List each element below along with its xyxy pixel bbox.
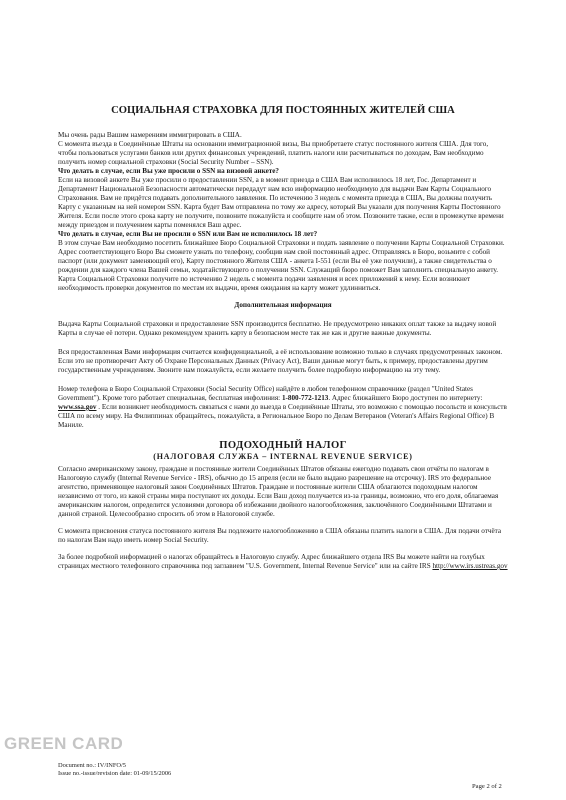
free-service-paragraph: Выдача Карты Социальной страховки и предоставление SSN производится бесплатно. Не предусмотрено никаких оплат также за выдачу новой Карты в случае её потери. Однако рекомендуем хранить карту в безопасном месте так же как и другие важные документы. <box>58 320 497 337</box>
answer-1: Если на визовой анкете Вы уже просили о предоставлении SSN, а в момент приезда в США Вам исполнилось 18 лет, Гос. Департамент и Департамент Национальной Безопасности автоматически передадут нам всю информацию необходимую для выдачи Вам Карты Социального Страхования. Вам не придётся подавать дополнительного заявления. По истечению 3 недель с момента приезда в США, Вы должны получить Карту с указанным на ней номером SSN. Карта будет Вам отправлена по тому же адресу, который Вы указали для получения Карты Постоянного Жителя. Если после этого срока карту не получите, позвоните пожалуйста и сообщите нам об этом. Позвоните также, если в промежутке времени между приездом и получением карты поменялся Ваш адрес. <box>58 176 504 229</box>
phone-paragraph-mid: . Адрес ближайшего Бюро доступен по интернету: <box>328 394 483 402</box>
phone-paragraph-end: . Если возникнет необходимость связаться с нами до выезда в Соединённые Штаты, это возможно с помощью посольств и консульств США по всему миру. На Филиппинах обращайтесь, пожалуйста, в Региональное Бюро по Делам Ветеранов (Veteran's Affairs Regional Office) В Маниле. <box>58 403 507 429</box>
question-2: Что делать в случае, если Вы не просили о SSN или Вам не исполнилось 18 лет? <box>58 230 318 238</box>
phone-paragraph-intro: Номер телефона в Бюро Социальной Страховки (Social Security Office) найдёте в любом телефонном справочнике (раздел "United States Government"). Кроме того работает специальная, бесплатная инфолиния: <box>58 385 473 402</box>
intro-paragraph-1: Мы очень рады Вашим намерениям иммигрировать в США. <box>58 131 242 139</box>
phone-paragraph <box>58 385 508 430</box>
answer-2: В этом случае Вам необходимо посетить ближайшее Бюро Социальной Страховки и подать заявление о получении Карты Социальной Страховки. Адрес соответствующего Бюро Вы сможете узнать по телефону, сообщив нам свой постоянный адрес. Отправляясь в Бюро, возьмите с собой паспорт (или документ заменяющий его), Карту постоянного Жителя США - анкета I-551 (если Вы её уже получили), а также свидетельства о рождении для каждого члена Вашей семьи, ходатайствующего о получении SSN. Служащий бюро поможет Вам заполнить специальную анкету. Карта Социальной Страховки получите по истечению 2 недель с момента подачи заявления и всех приложений к нему. Если возникнет необходимость проверки документов по местам их выдачи, время ожидания на карту может удлинниться. <box>58 239 505 292</box>
question-1: Что делать в случае, если Вы уже просили о SSN на визовой анкете? <box>58 167 280 175</box>
intro-paragraph-2: С момента въезда в Соединённые Штаты на основании иммиграционной визы, Вы приобретаете статус постоянного жителя США. Для того, чтобы пользоваться услугами банков или других финансовых учреждений, платить налоги или расчитываться по доходам, Вам необходимо получить номер социальной страховки (Social Security Number – SSN). <box>58 140 489 166</box>
income-tax-subheading: (НАЛОГОВАЯ СЛУЖБА – INTERNAL REVENUE SERVICE) <box>153 452 413 461</box>
additional-info-heading: Дополнительная информация <box>234 301 332 309</box>
ssa-website-link[interactable]: www.ssa.gov <box>58 403 97 411</box>
income-tax-heading: ПОДОХОДНЫЙ НАЛОГ <box>219 440 347 451</box>
tax-paragraph-2: С момента присвоения статуса постоянного жителя Вы подлежите налогообложению в США обязаны платить налоги в США. Для подачи отчёта по налогам Вам надо иметь номер Social Security. <box>58 527 502 544</box>
phone-number: 1-800-772-1213 <box>281 394 329 402</box>
footer-issue-date: Issue no.-issue/revision date: 01-09/15/2006 <box>58 770 172 777</box>
irs-website-link[interactable]: http://www.irs.ustreas.gov <box>432 562 508 570</box>
tax-paragraph-3 <box>58 553 508 571</box>
tax-paragraph-3-text: За более подробной информацией о налогах обращайтесь в Налоговую службу. Адрес ближайшего отдела IRS Вы можете найти на голубых страницах местного телефонного справочника под заглавием "U.S. Government, Internal Revenue Service" или на сайте IRS <box>58 553 485 570</box>
page-title: СОЦИАЛЬНАЯ СТРАХОВКА ДЛЯ ПОСТОЯННЫХ ЖИТЕЛЕЙ США <box>111 105 455 116</box>
confidentiality-paragraph: Вся предоставленная Вами информация считается конфиденциальной, а её использование возможно только в случаях предусмотренных законом. Если это не противоречит Акту об Охране Персональных Данных (Privacy Act), Ваши данные могут быть, к примеру, предоставлены другим государственным учреждениям. Звоните нам пожалуйста, если желаете получить более подробную информацию на эту тему. <box>58 348 503 374</box>
watermark-text: GREEN CARD <box>4 734 124 753</box>
tax-paragraph-1: Согласно американскому закону, граждане и постоянные жители Соединённых Штатов обязаны ежегодно подавать свои отчёты по налогам в Налоговую службу (Internal Revenue Service - IRS), обычно до 15 апреля (если не было выдано разрешение на отсрочку). IRS это федеральное агентство, применяющее налоговый закон Соединённых Штатов. Граждане и постоянные жители США облагаются подоходным налогом независимо от того, из какой страны мира поступают их доходы. Если Ваш доход получается из-за границы, возможно, что его доля, облагаемая американским налогом, определится условиями договора об избежании двойного налогообложения, заключённого Соединёнными Штатами и данной страной. Целесообразно спросить об этом в Налоговой службе. <box>58 465 499 518</box>
footer-page-number: Page 2 of 2 <box>472 783 502 790</box>
document-body <box>58 104 508 571</box>
footer-doc-number: Document no.: IV/INFO/5 <box>58 762 126 769</box>
footer-document-info <box>58 762 171 778</box>
